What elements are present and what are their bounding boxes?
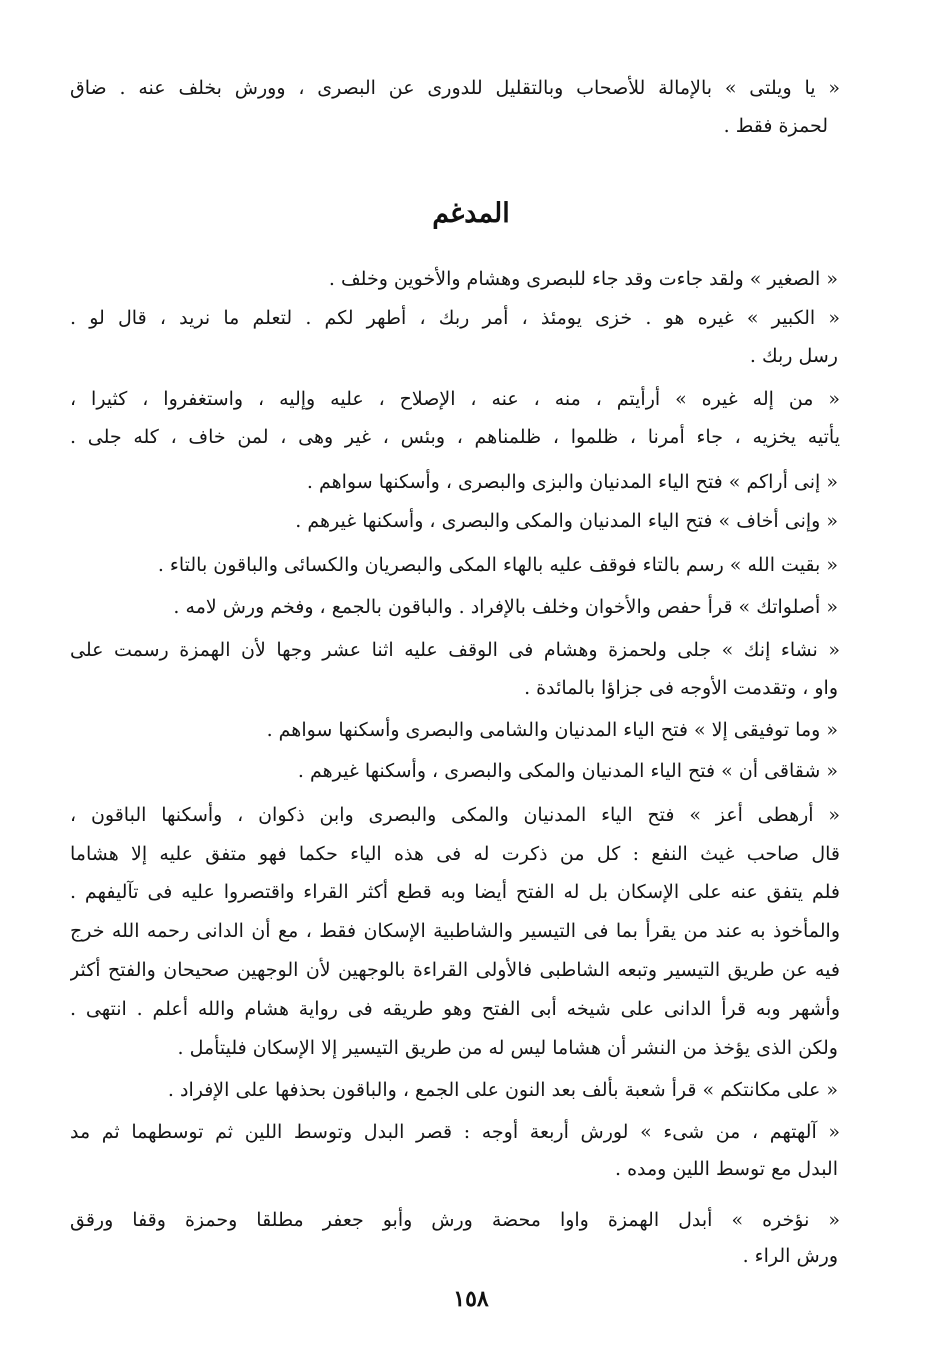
text-line: « آلهتهم ، من شىء » لورش أربعة أوجه : قصر البدل وتوسط اللين ثم توسطهما ثم مد [70, 1121, 840, 1143]
text-line: وأشهر وبه قرأ الدانى على شيخه أبى الفتح وهو طريقه فى رواية هشام والله أعلم . انتهى . [70, 998, 840, 1020]
text-line: يأتيه يخزيه ، جاء أمرنا ، ظلموا ، ظلمناهم ، وبئس ، غير وهى ، لمن خاف ، كله جلى . [70, 426, 840, 448]
text-line: « الصغير » ولقد جاءت وقد جاء للبصرى وهشام والأخوين وخلف . [328, 268, 838, 290]
text-line: « إنى أراكم » فتح الياء المدنيان والبزى والبصرى ، وأسكنها سواهم . [306, 471, 838, 493]
text-line: « يا ويلتى » بالإمالة للأصحاب وبالتقليل للدورى عن البصرى ، وورش بخلف عنه . ضاق [70, 77, 840, 99]
text-line: « بقيت الله » رسم بالتاء فوقف عليه بالهاء المكى والبصريان والكسائى والباقون بالتاء . [157, 554, 838, 576]
text-line: « أصلواتك » قرأ حفص والأخوان وخلف بالإفراد . والباقون بالجمع ، وفخم ورش لامه . [173, 596, 838, 618]
text-line: واو ، وتقدمت الأوجه فى جزاؤا بالمائدة . [524, 677, 838, 699]
text-line: « أرهطى أعز » فتح الياء المدنيان والمكى والبصرى وابن ذكوان ، وأسكنها الباقون ، [70, 804, 840, 826]
text-line: والمأخوذ به عند من يقرأ بما فى التيسير والشاطبية الإسكان فقط ، مع أن الدانى رحمه الله خرج [70, 920, 840, 942]
text-line: ورش الراء . [742, 1245, 838, 1267]
text-line: « من إله غيره » أرأيتم ، منه ، عنه ، الإصلاح ، عليه وإليه ، واستغفروا ، كثيرا ، [70, 388, 840, 410]
text-line: « نشاء إنك » جلى ولحمزة وهشام فى الوقف عليه اثنا عشر وجها لأن الهمزة رسمت على [70, 639, 840, 661]
text-line: رسل ربك . [749, 345, 838, 367]
text-line: « وإنى أخاف » فتح الياء المدنيان والمكى والبصرى ، وأسكنها غيرهم . [295, 510, 838, 532]
text-line: « نؤخره » أبدل الهمزة واوا محضة ورش وأبو جعفر مطلقا وحمزة وقفا ورقق [70, 1209, 840, 1231]
text-line: « وما توفيقى إلا » فتح الياء المدنيان والشامى والبصرى وأسكنها سواهم . [266, 719, 838, 741]
text-line: ولكن الذى يؤخذ من النشر أن هشاما ليس له من طريق التيسير إلا الإسكان فليتأمل . [177, 1037, 838, 1059]
text-line: فيه عن طريق التيسير وتبعه الشاطبى فالأولى القراءة بالوجهين لأن الوجهين صحيحان والفتح أكثر [70, 959, 840, 981]
section-heading: المدغم [432, 198, 510, 229]
page-number: ١٥٨ [453, 1286, 489, 1312]
text-line: لحمزة فقط . [723, 115, 828, 137]
text-line: فلم يتفق عنه على الإسكان بل له الفتح أيضا وبه قطع أكثر القراء واقتصروا عليه فى تآليفهم . [70, 881, 840, 903]
text-line: « شقاقى أن » فتح الياء المدنيان والمكى والبصرى ، وأسكنها غيرهم . [297, 760, 838, 782]
text-line: « الكبير » غيره هو . خزى يومئذ ، أمر ربك ، أطهر لكم . لتعلم ما نريد ، قال لو . [70, 307, 840, 329]
text-line: « على مكانتكم » قرأ شعبة بألف بعد النون على الجمع ، والباقون بحذفها على الإفراد . [167, 1079, 838, 1101]
text-line: البدل مع توسط اللين ومده . [615, 1158, 838, 1180]
text-line: قال صاحب غيث النفع : كل من ذكرت له فى هذه الياء حكما فهو متفق عليه إلا هشاما [70, 843, 840, 865]
